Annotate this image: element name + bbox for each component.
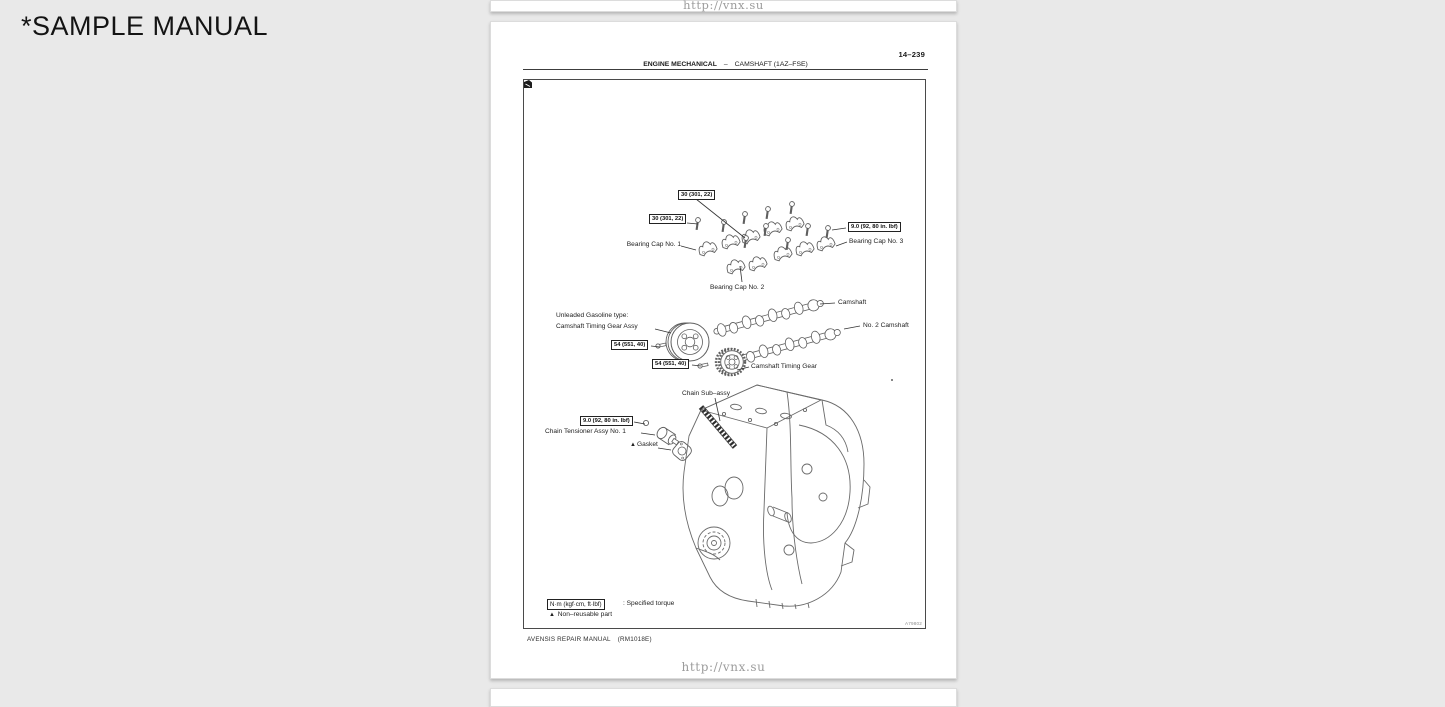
gear-bolt-drawing — [656, 342, 667, 348]
gear-bolt-2-drawing — [698, 362, 709, 368]
label-chain-sub-assy: Chain Sub–assy — [682, 390, 731, 397]
header-section: ENGINE MECHANICAL — [643, 60, 717, 68]
header-separator: – — [723, 60, 728, 68]
camshaft-timing-gear-drawing — [716, 349, 745, 375]
torque-label-30-upper: 30 (301, 22) — [678, 190, 715, 200]
engine-block-drawing — [683, 385, 870, 609]
label-camshaft: Camshaft — [838, 299, 867, 306]
label-no2-camshaft: No. 2 Camshaft — [863, 322, 909, 329]
label-bearing-cap-3: Bearing Cap No. 3 — [849, 238, 904, 245]
figure-code: A79802 — [904, 621, 922, 626]
header-title: CAMSHAFT (1AZ–FSE) — [734, 60, 808, 68]
label-camshaft-timing-gear: Camshaft Timing Gear — [751, 363, 817, 370]
label-bearing-cap-2: Bearing Cap No. 2 — [710, 284, 765, 291]
figure-box — [523, 79, 926, 629]
watermark-url-main: http://vnx.su — [681, 660, 766, 674]
watermark-url-top: http://vnx.su — [683, 0, 764, 12]
camshaft-diagram-drawing — [524, 80, 927, 630]
torque-label-54-upper: 54 (551, 40) — [611, 340, 648, 350]
header-rule — [523, 69, 928, 71]
legend-torque-unit-box: N·m (kgf·cm, ft·lbf) — [547, 599, 605, 610]
label-gasket — [630, 442, 658, 449]
next-page-top-edge — [490, 688, 957, 707]
torque-label-30-lower: 30 (301, 22) — [649, 214, 686, 224]
label-unleaded-type: Unleaded Gasoline type: — [556, 312, 629, 319]
non-reusable-triangle-icon: ▲ — [630, 442, 637, 448]
legend-non-reusable-text: Non–reusable part — [557, 611, 613, 618]
sample-manual-overlay: *SAMPLE MANUAL — [21, 11, 269, 41]
torque-label-9-bearing-cap-3: 9.0 (92, 80 in. lbf) — [848, 222, 901, 232]
manual-code: (RM1018E) — [617, 636, 652, 643]
manual-name: AVENSIS REPAIR MANUAL — [527, 636, 611, 643]
legend-non-reusable — [549, 612, 612, 619]
page-number: 14–239 — [898, 50, 925, 59]
legend-specified-torque: : Specified torque — [623, 600, 675, 607]
torque-label-9-tensioner: 9.0 (92, 80 in. lbf) — [580, 416, 633, 426]
camshaft-drawing — [712, 296, 825, 339]
manual-page — [490, 21, 957, 679]
manual-footer — [527, 636, 652, 643]
tensioner-bolt-drawing — [643, 420, 648, 425]
printed-dot — [891, 379, 893, 381]
label-timing-gear-assy-text: Camshaft Timing Gear Assy — [556, 323, 638, 331]
previous-page-bottom-edge — [490, 0, 957, 12]
timing-gear-assy-drawing — [666, 323, 709, 361]
non-reusable-triangle-icon: ▲ — [549, 612, 556, 618]
page-header — [523, 61, 928, 68]
page-marker-icon — [524, 80, 532, 88]
torque-label-54-lower: 54 (551, 40) — [652, 359, 689, 369]
label-gasket-text: Gasket — [636, 441, 658, 448]
label-bearing-cap-1: Bearing Cap No. 1 — [626, 241, 681, 248]
label-chain-tensioner: Chain Tensioner Assy No. 1 — [545, 428, 626, 435]
label-timing-gear-assy — [556, 313, 638, 331]
